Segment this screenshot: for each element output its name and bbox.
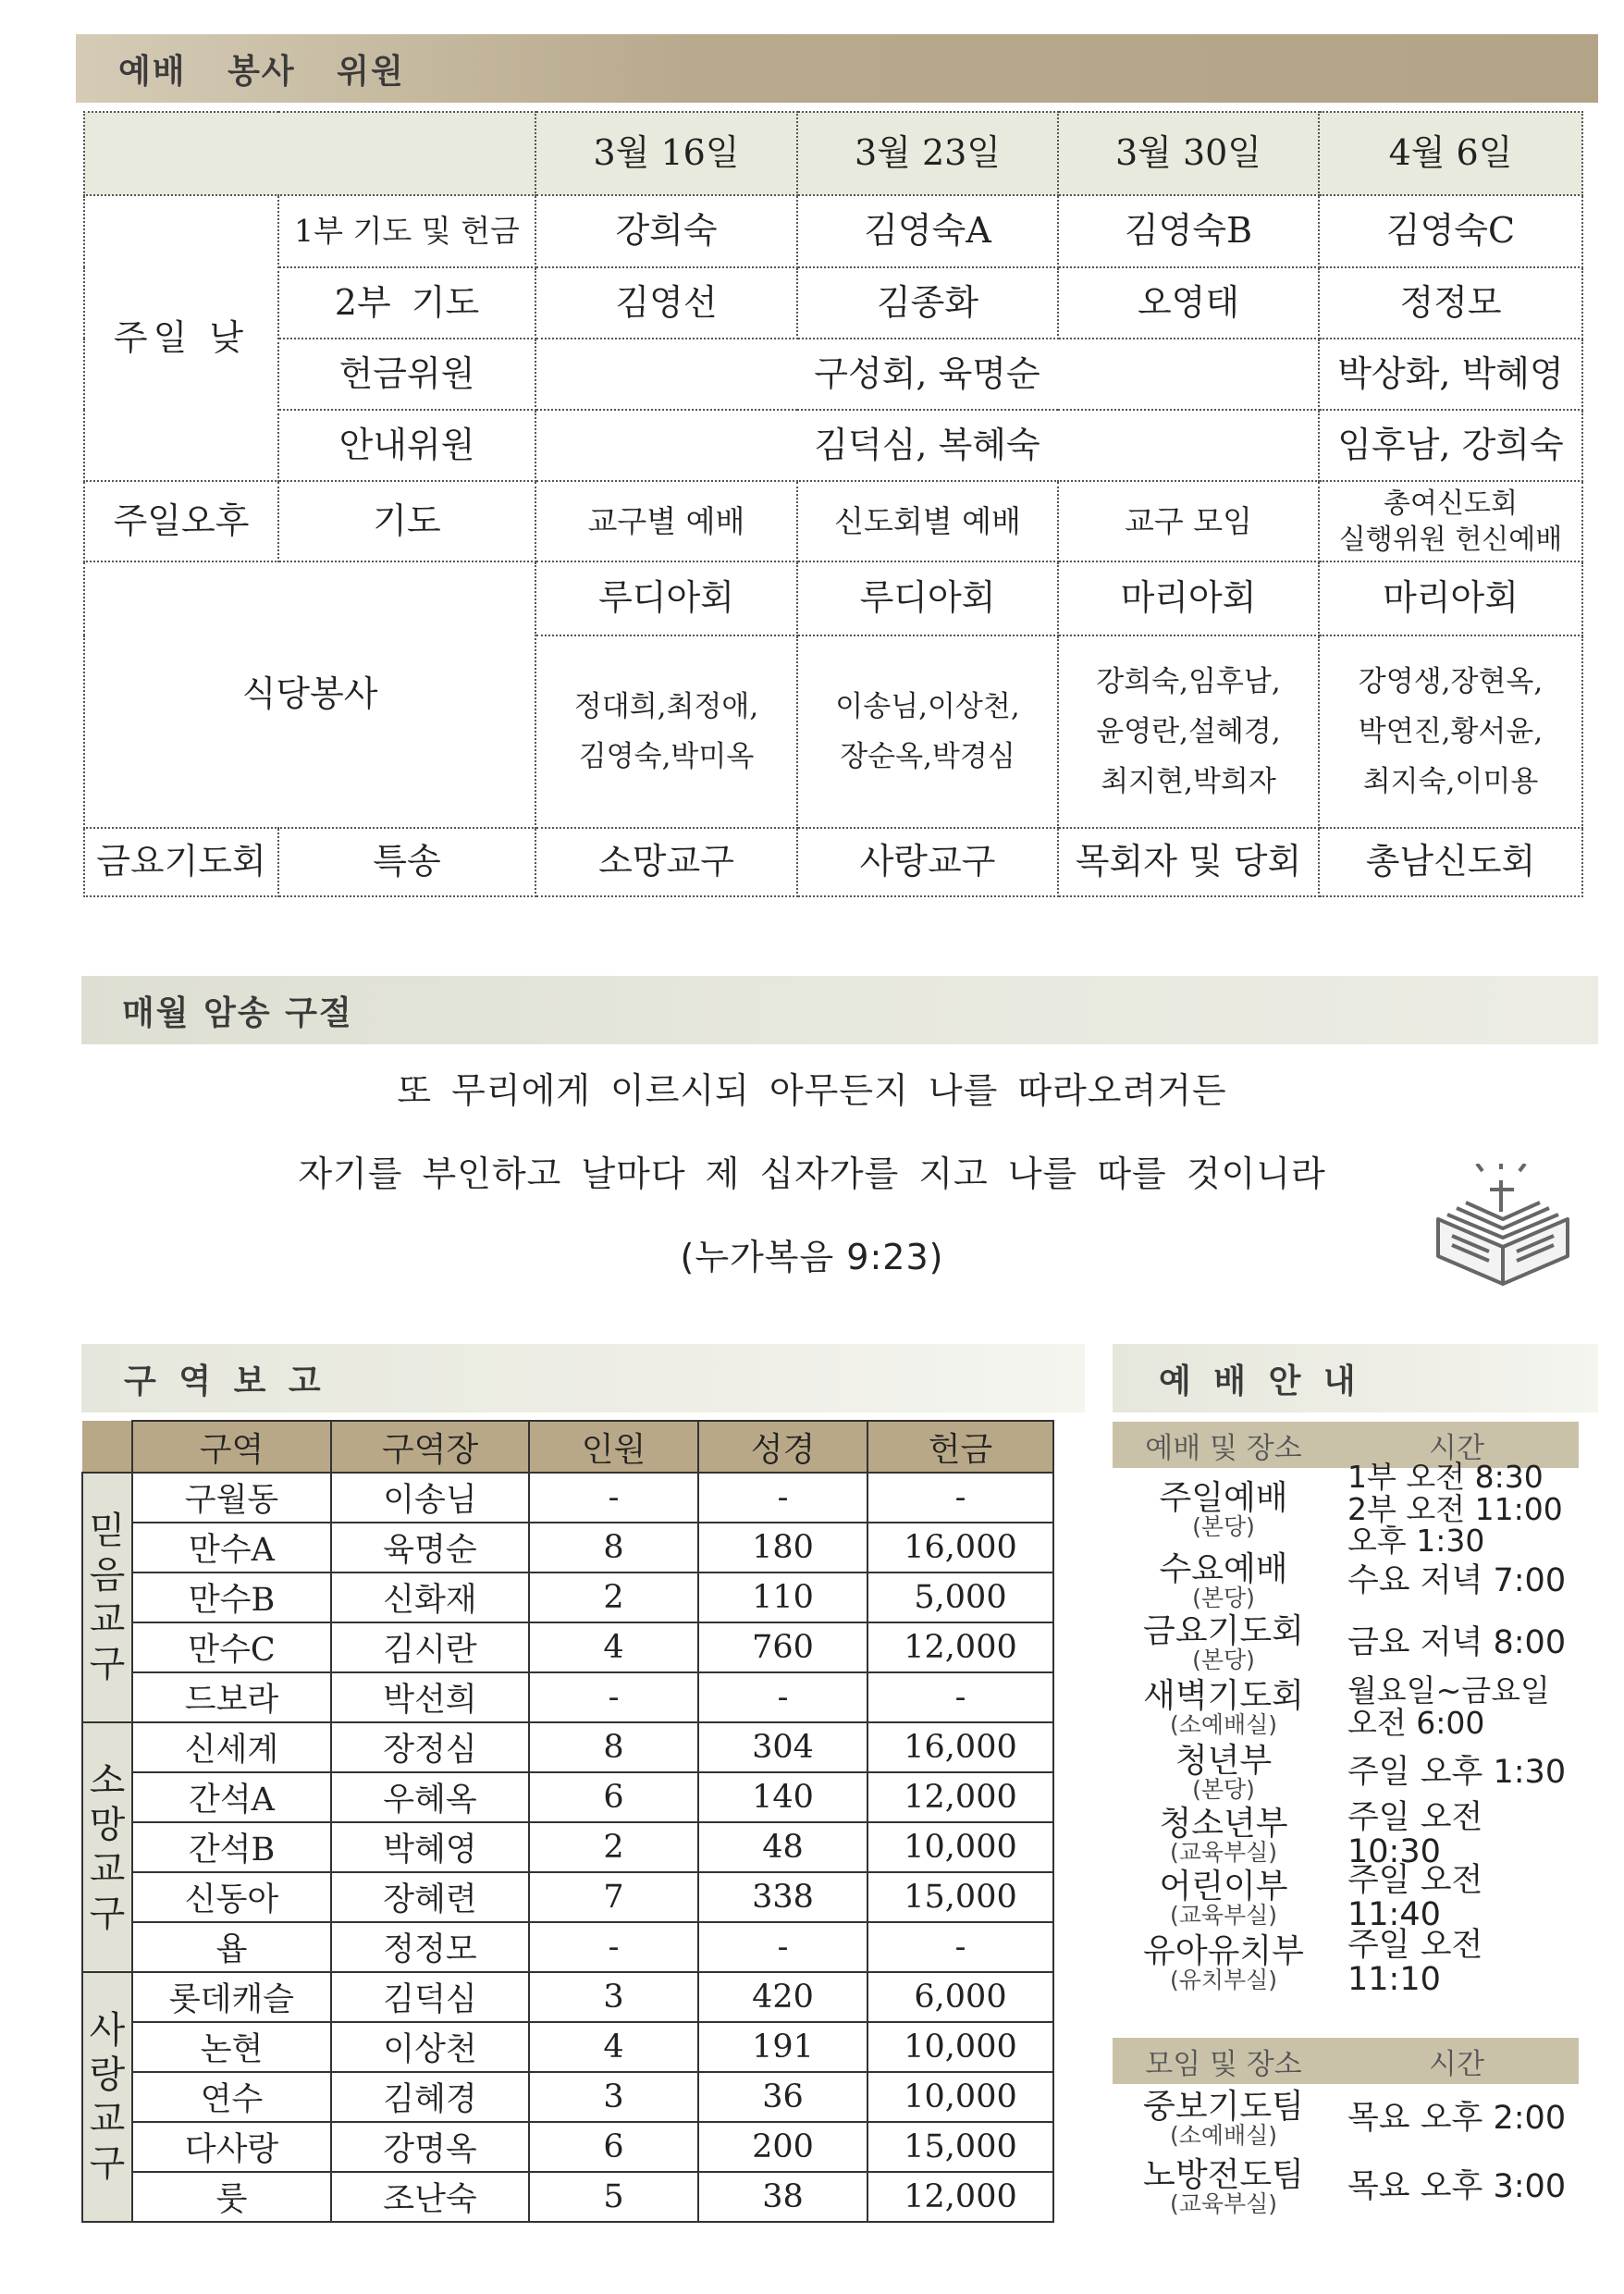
verse-line-2: 자기를 부인하고 날마다 제 십자가를 지고 나를 따를 것이니라: [298, 1153, 1326, 1194]
group-label-text: 믿음교구: [89, 1510, 126, 1685]
table-cell: 10,000: [867, 1822, 1053, 1872]
table-cell: 장정심: [331, 1722, 529, 1772]
service-name: 노방전도팀: [1143, 2155, 1304, 2194]
group-label-text: 사랑교구: [89, 2009, 126, 2185]
table-cell: 간석B: [132, 1822, 331, 1872]
table-cell: 8: [529, 1523, 698, 1572]
service-cell: 김영숙A: [797, 195, 1058, 267]
table-cell: 조난숙: [331, 2172, 529, 2222]
text-line: 강영생,장현옥,: [1358, 664, 1544, 698]
schedule-row: [1113, 2152, 1579, 2221]
schedule-row: [1113, 2084, 1579, 2152]
text-line: 실행위원 헌신예배: [1338, 523, 1563, 556]
time-line: 주일 오전 11:40: [1347, 1862, 1483, 1933]
table-cell: 338: [698, 1872, 867, 1922]
table-cell: -: [698, 1672, 867, 1722]
service-place: (본당): [1192, 1646, 1255, 1673]
column-header: 인원: [529, 1421, 698, 1473]
schedule-row: [1113, 1741, 1579, 1804]
service-place: (소예배실): [1169, 1710, 1278, 1738]
verse-line-1: 또 무리에게 이르시되 아무든지 나를 따라오려거든: [397, 1070, 1227, 1111]
table-cell: 만수B: [132, 1572, 331, 1622]
table-cell: 10,000: [867, 2072, 1053, 2122]
text-line: 최지숙,이미용: [1362, 765, 1539, 799]
table-cell: -: [867, 1672, 1053, 1722]
schedule-time: [1335, 1672, 1579, 1741]
schedule-name: [1113, 1676, 1335, 1738]
table-row: [82, 1672, 1053, 1722]
schedule-row: [1113, 1674, 1579, 1741]
table-cell: 420: [698, 1972, 867, 2022]
table-cell: 36: [698, 2072, 867, 2122]
service-name: 청년부: [1175, 1741, 1273, 1780]
service-place: (교육부실): [1169, 1838, 1278, 1866]
table-cell: -: [529, 1922, 698, 1972]
table-cell: 박선희: [331, 1672, 529, 1722]
service-section-title: 예배 봉사 위원: [118, 52, 405, 91]
service-place: (소예배실): [1169, 2121, 1278, 2149]
table-cell: 우혜옥: [331, 1772, 529, 1822]
services-list: [1113, 1459, 1579, 1998]
table-cell: 15,000: [867, 2122, 1053, 2172]
schedule-row: [1113, 1862, 1579, 1933]
schedule-name: [1113, 1478, 1335, 1540]
service-name: 청소년부: [1159, 1804, 1288, 1843]
table-cell: 논현: [132, 2022, 331, 2072]
table-cell: 만수A: [132, 1523, 331, 1572]
column-header: 구역: [132, 1421, 331, 1473]
service-cell: 김영숙B: [1058, 195, 1319, 267]
table-cell: 5: [529, 2172, 698, 2222]
meetings-list: [1113, 2084, 1579, 2221]
verse-section-header: [81, 976, 1598, 1044]
table-cell: 12,000: [867, 1772, 1053, 1822]
text-line: 이송님,이상천,: [835, 689, 1020, 723]
report-section-title: 구 역 보 고: [124, 1362, 326, 1400]
service-cell: 김영숙C: [1319, 195, 1582, 267]
meeting-schedule: [1113, 2038, 1579, 2221]
table-cell: 200: [698, 2122, 867, 2172]
cafe-group: 루디아회: [797, 561, 1058, 635]
schedule-name: [1113, 1931, 1335, 1993]
role-label: 안내위원: [278, 410, 535, 481]
service-cell: 교구 모임: [1058, 481, 1319, 561]
table-cell: 15,000: [867, 1872, 1053, 1922]
schedule-row: [1113, 1551, 1579, 1611]
table-row: [82, 1622, 1053, 1672]
text-line: 윤영란,설혜경,: [1096, 714, 1281, 748]
service-cell: 오영태: [1058, 267, 1319, 339]
service-cell: [1319, 481, 1582, 561]
service-name: 금요기도회: [1143, 1611, 1304, 1650]
table-row: [82, 2022, 1053, 2072]
schedule-time: [1335, 1753, 1579, 1791]
time-line: 목요 오후 3:00: [1347, 2167, 1567, 2205]
date-header: 3월 23일: [797, 112, 1058, 195]
worship-schedule: [1113, 1422, 1579, 1996]
service-cell: 임후남, 강희숙: [1319, 410, 1582, 481]
table-cell: 110: [698, 1572, 867, 1622]
table-row: [82, 1572, 1053, 1622]
schedule-time: [1335, 1564, 1579, 1598]
service-name: 새벽기도회: [1143, 1676, 1304, 1715]
role-label: 특송: [278, 828, 535, 896]
table-row: [82, 2172, 1053, 2222]
table-row: [82, 1473, 1053, 1523]
date-header: 3월 30일: [1058, 112, 1319, 195]
table-cell: -: [529, 1672, 698, 1722]
table-cell: 정정모: [331, 1922, 529, 1972]
service-cell: 정정모: [1319, 267, 1582, 339]
role-label: 기도: [278, 481, 535, 561]
table-cell: 연수: [132, 2072, 331, 2122]
table-cell: 김덕심: [331, 1972, 529, 2022]
schedule-time: [1335, 1929, 1579, 1997]
schedule-header-time: 시간: [1429, 2047, 1484, 2081]
cafe-group: 마리아회: [1058, 561, 1319, 635]
table-cell: 다사랑: [132, 2122, 331, 2172]
table-cell: 12,000: [867, 2172, 1053, 2222]
schedule-row: [1113, 1611, 1579, 1674]
table-cell: 구월동: [132, 1473, 331, 1523]
table-cell: 140: [698, 1772, 867, 1822]
table-cell: 38: [698, 2172, 867, 2222]
table-cell: 신화재: [331, 1572, 529, 1622]
schedule-name: [1113, 1804, 1335, 1866]
table-cell: 드보라: [132, 1672, 331, 1722]
role-label: 2부 기도: [278, 267, 535, 339]
time-line: 목요 오후 2:00: [1347, 2099, 1567, 2137]
table-cell: 룻: [132, 2172, 331, 2222]
table-cell: 760: [698, 1622, 867, 1672]
table-cell: 장혜련: [331, 1872, 529, 1922]
table-cell: 48: [698, 1822, 867, 1872]
service-cell: 신도회별 예배: [797, 481, 1058, 561]
service-name: 어린이부: [1159, 1867, 1288, 1906]
service-place: (본당): [1192, 1585, 1255, 1611]
role-label: 1부 기도 및 헌금: [278, 195, 535, 267]
service-cell-merged: 구성회, 육명순: [535, 339, 1319, 410]
column-header: 헌금: [867, 1421, 1053, 1473]
table-cell: 욥: [132, 1922, 331, 1972]
service-section-header: [76, 34, 1598, 103]
schedule-row: [1113, 1459, 1579, 1560]
service-place: (교육부실): [1169, 2189, 1278, 2217]
table-row: [82, 1922, 1053, 1972]
group-label: [82, 1473, 132, 1722]
table-cell: 2: [529, 1572, 698, 1622]
table-row: [82, 1972, 1053, 2022]
cafe-members: [1319, 635, 1582, 828]
table-row: [82, 1772, 1053, 1822]
service-place: (유치부실): [1169, 1966, 1278, 1993]
table-row: [82, 2122, 1053, 2172]
schedule-time: [1335, 1459, 1579, 1560]
service-cell: 목회자 및 당회: [1058, 828, 1319, 896]
schedule-name: [1113, 2087, 1335, 2149]
service-cell-merged: 김덕심, 복혜숙: [535, 410, 1319, 481]
service-cell: 사랑교구: [797, 828, 1058, 896]
table-cell: 304: [698, 1722, 867, 1772]
group-label: [82, 1722, 132, 1972]
table-cell: 이송님: [331, 1473, 529, 1523]
text-line: 최지현,박희자: [1101, 765, 1276, 799]
time-line: 주일 오후 1:30: [1347, 1753, 1567, 1791]
cafe-group: 루디아회: [535, 561, 797, 635]
table-cell: 김시란: [331, 1622, 529, 1672]
table-row: [82, 1523, 1053, 1572]
table-cell: 12,000: [867, 1622, 1053, 1672]
report-table: [81, 1420, 1054, 2223]
text-line: 정대희,최정애,: [573, 689, 759, 723]
service-table: [83, 111, 1583, 897]
text-line: 강희숙,임후남,: [1096, 664, 1281, 698]
cafe-members: [535, 635, 797, 828]
date-header: 4월 6일: [1319, 112, 1582, 195]
table-cell: 박혜영: [331, 1822, 529, 1872]
table-cell: 5,000: [867, 1572, 1053, 1622]
report-body: [82, 1473, 1053, 2222]
table-cell: 8: [529, 1722, 698, 1772]
schedule-time: [1335, 2167, 1579, 2205]
table-cell: 6,000: [867, 1972, 1053, 2022]
column-header: 구역장: [331, 1421, 529, 1473]
date-header: 3월 16일: [535, 112, 797, 195]
service-cell: 소망교구: [535, 828, 797, 896]
schedule-name: [1113, 1741, 1335, 1803]
table-cell: 4: [529, 1622, 698, 1672]
table-row: [82, 1822, 1053, 1872]
schedule-time: [1335, 1801, 1579, 1869]
group-label: [82, 1972, 132, 2222]
group-label-text: 소망교구: [89, 1759, 126, 1935]
service-place: (본당): [1192, 1512, 1255, 1540]
service-name: 중보기도팀: [1143, 2087, 1304, 2126]
table-row: [82, 2072, 1053, 2122]
table-cell: 3: [529, 1972, 698, 2022]
table-cell: 김혜경: [331, 2072, 529, 2122]
table-cell: 신세계: [132, 1722, 331, 1772]
column-header: 성경: [698, 1421, 867, 1473]
schedule-time: [1335, 1623, 1579, 1661]
table-cell: 만수C: [132, 1622, 331, 1672]
time-line: 주일 오전 10:30: [1347, 1799, 1483, 1870]
service-name: 주일예배: [1159, 1478, 1288, 1517]
table-cell: -: [867, 1473, 1053, 1523]
table-cell: 강명옥: [331, 2122, 529, 2172]
text-line: 박연진,황서윤,: [1358, 714, 1544, 748]
schedule-name: [1113, 2155, 1335, 2217]
verse-section-title: 매월 암송 구절: [122, 993, 353, 1032]
text-line: 총여신도회: [1384, 487, 1518, 520]
table-cell: -: [698, 1922, 867, 1972]
table-cell: 16,000: [867, 1523, 1053, 1572]
table-cell: 191: [698, 2022, 867, 2072]
schedule-header-time: 시간: [1429, 1431, 1484, 1465]
time-line: 수요 저녁 7:00: [1347, 1562, 1567, 1600]
schedule-header-place: 예배 및 장소: [1145, 1431, 1302, 1465]
schedule-name: [1113, 1867, 1335, 1929]
schedule-header: [1113, 2038, 1579, 2084]
schedule-row: [1113, 1799, 1579, 1870]
schedule-name: [1113, 1550, 1335, 1611]
service-cell: 강희숙: [535, 195, 797, 267]
table-cell: 롯데캐슬: [132, 1972, 331, 2022]
service-cell: 박상화, 박혜영: [1319, 339, 1582, 410]
time-line: 오전 6:00: [1347, 1705, 1485, 1741]
table-cell: 이상천: [331, 2022, 529, 2072]
schedule-name: [1113, 1611, 1335, 1673]
table-row: [82, 1722, 1053, 1772]
time-line: 금요 저녁 8:00: [1347, 1623, 1567, 1661]
cafe-group: 마리아회: [1319, 561, 1582, 635]
service-name: 수요예배: [1159, 1550, 1288, 1588]
table-cell: 7: [529, 1872, 698, 1922]
table-cell: -: [867, 1922, 1053, 1972]
corner-cell: [84, 112, 535, 195]
verse-reference: (누가복음 9:23): [680, 1237, 944, 1277]
table-cell: -: [529, 1473, 698, 1523]
cafeteria-label: 식당봉사: [84, 561, 535, 828]
table-cell: 간석A: [132, 1772, 331, 1822]
sunday-pm-label: 주일오후: [84, 481, 278, 561]
table-cell: 신동아: [132, 1872, 331, 1922]
role-label: 헌금위원: [278, 339, 535, 410]
service-name: 유아유치부: [1143, 1931, 1304, 1970]
table-row: [82, 1872, 1053, 1922]
corner-cell: [82, 1421, 132, 1473]
cafe-members: [1058, 635, 1319, 828]
service-place: (교육부실): [1169, 1901, 1278, 1929]
table-cell: 육명순: [331, 1523, 529, 1572]
schedule-row: [1113, 1927, 1579, 1998]
service-cell: 김영선: [535, 267, 797, 339]
table-cell: 180: [698, 1523, 867, 1572]
report-section-header: [81, 1344, 1085, 1412]
table-cell: 6: [529, 1772, 698, 1822]
bible-icon: [1429, 1164, 1577, 1293]
service-cell: 총남신도회: [1319, 828, 1582, 896]
time-line: 주일 오전 11:10: [1347, 1927, 1483, 1998]
table-cell: 2: [529, 1822, 698, 1872]
schedule-time: [1335, 2099, 1579, 2137]
table-cell: 6: [529, 2122, 698, 2172]
sunday-day-label: 주일 낮: [84, 195, 278, 481]
time-line: 월요일~금요일: [1347, 1672, 1550, 1709]
worship-section-title: 예 배 안 내: [1159, 1362, 1361, 1400]
time-line: 2부 오전 11:00: [1347, 1490, 1563, 1527]
schedule-time: [1335, 1864, 1579, 1932]
time-line: 오후 1:30: [1347, 1523, 1485, 1560]
table-cell: 10,000: [867, 2022, 1053, 2072]
schedule-header-place: 모임 및 장소: [1145, 2047, 1302, 2081]
text-line: 김영숙,박미옥: [578, 740, 755, 773]
time-line: 1부 오전 8:30: [1347, 1459, 1544, 1496]
service-cell: 김종화: [797, 267, 1058, 339]
table-cell: 16,000: [867, 1722, 1053, 1772]
worship-section-header: [1113, 1344, 1598, 1412]
table-cell: -: [698, 1473, 867, 1523]
friday-label: 금요기도회: [84, 828, 278, 896]
service-cell: 교구별 예배: [535, 481, 797, 561]
cafe-members: [797, 635, 1058, 828]
table-cell: 4: [529, 2022, 698, 2072]
table-cell: 3: [529, 2072, 698, 2122]
text-line: 장순옥,박경심: [840, 740, 1015, 773]
service-place: (본당): [1192, 1775, 1255, 1803]
